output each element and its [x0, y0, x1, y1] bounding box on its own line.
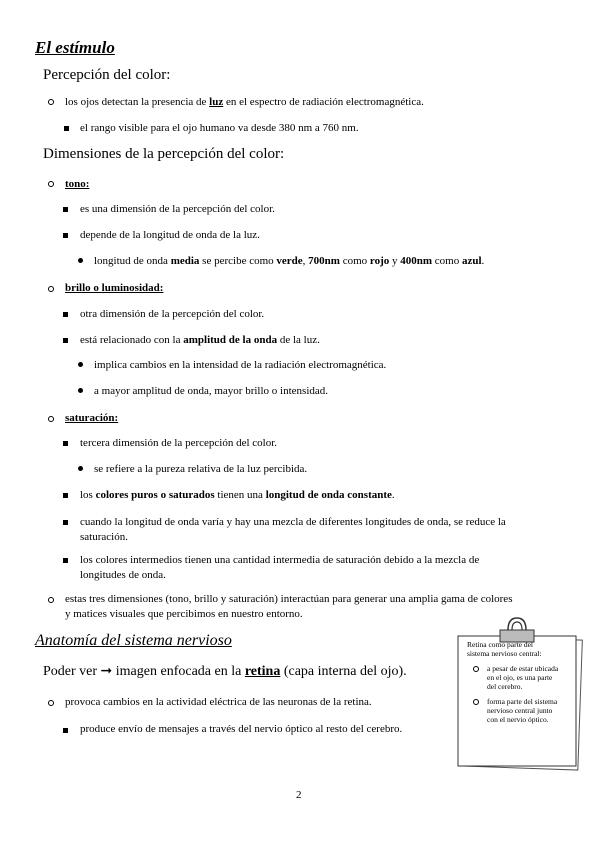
summary-item: estas tres dimensiones (tono, brillo y saturación) interactúan para generar una amplia gama de colores y matices visuales que percibimos en nuestro entorno.: [65, 593, 513, 620]
dimensions-heading: Dimensiones de la percepción del color:: [43, 146, 285, 162]
list-item: depende de la longitud de onda de la luz.: [80, 229, 260, 241]
circle-bullet-icon: [473, 666, 479, 672]
saturacion-label: saturación:: [65, 412, 119, 424]
circle-bullet-icon: [48, 700, 54, 706]
right-arrow-icon: ➞: [100, 664, 113, 679]
retina-intro: Poder ver ➞ imagen enfocada en la retina (capa interna del ojo).: [43, 664, 407, 679]
square-bullet-icon: [64, 126, 69, 131]
retina-side-note: [455, 628, 585, 774]
circle-bullet-icon: [48, 597, 54, 603]
list-item: se refiere a la pureza relativa de la luz percibida.: [94, 463, 308, 475]
section-title-anatomia: Anatomía del sistema nervioso: [35, 632, 232, 649]
section-title-estimulo: El estímulo: [35, 38, 115, 57]
square-bullet-icon: [63, 441, 68, 446]
list-item: provoca cambios en la actividad eléctrica de las neuronas de la retina.: [65, 696, 372, 708]
list-item: es una dimensión de la percepción del color.: [80, 203, 275, 215]
list-item: implica cambios en la intensidad de la radiación electromagnética.: [94, 359, 387, 371]
list-item: produce envío de mensajes a través del nervio óptico al resto del cerebro.: [80, 723, 403, 735]
perception-heading: Percepción del color:: [43, 67, 171, 83]
list-item: cuando la longitud de onda varía y hay una mezcla de diferentes longitudes de onda, se reduce la saturación.: [80, 516, 506, 543]
square-bullet-icon: [63, 558, 68, 563]
square-bullet-icon: [63, 233, 68, 238]
list-item: está relacionado con la amplitud de la onda de la luz.: [80, 334, 320, 346]
square-bullet-icon: [63, 728, 68, 733]
circle-bullet-icon: [48, 286, 54, 292]
tono-label: tono:: [65, 178, 90, 190]
circle-bullet-icon: [48, 416, 54, 422]
square-bullet-icon: [63, 312, 68, 317]
list-item: los colores puros o saturados tienen una longitud de onda constante.: [80, 489, 395, 501]
list-item: los colores intermedios tienen una cantidad intermedia de saturación debido a la mezcla de longitudes de onda.: [80, 554, 480, 581]
square-bullet-icon: [63, 338, 68, 343]
list-item: tercera dimensión de la percepción del color.: [80, 437, 277, 449]
square-bullet-icon: [63, 520, 68, 525]
note-body: Retina como parte del sistema nervioso central: a pesar de estar ubicada en el ojo, es una parte del cerebro. forma parte del sistema nervioso central junto con el nervio óptico.: [467, 640, 559, 724]
circle-bullet-icon: [473, 699, 479, 705]
dot-bullet-icon: [78, 362, 83, 367]
circle-bullet-icon: [48, 181, 54, 187]
list-item: el rango visible para el ojo humano va desde 380 nm a 760 nm.: [80, 122, 359, 134]
square-bullet-icon: [63, 493, 68, 498]
list-item: otra dimensión de la percepción del color.: [80, 308, 265, 320]
circle-bullet-icon: [48, 99, 54, 105]
dot-bullet-icon: [78, 258, 83, 263]
page-number: 2: [296, 789, 302, 801]
brillo-label: brillo o luminosidad:: [65, 282, 164, 294]
list-item: longitud de onda media se percibe como verde, 700nm como rojo y 400nm como azul.: [94, 255, 485, 267]
list-item: los ojos detectan la presencia de luz en el espectro de radiación electromagnética.: [65, 96, 424, 108]
list-item: a mayor amplitud de onda, mayor brillo o intensidad.: [94, 385, 329, 397]
square-bullet-icon: [63, 207, 68, 212]
dot-bullet-icon: [78, 466, 83, 471]
dot-bullet-icon: [78, 388, 83, 393]
